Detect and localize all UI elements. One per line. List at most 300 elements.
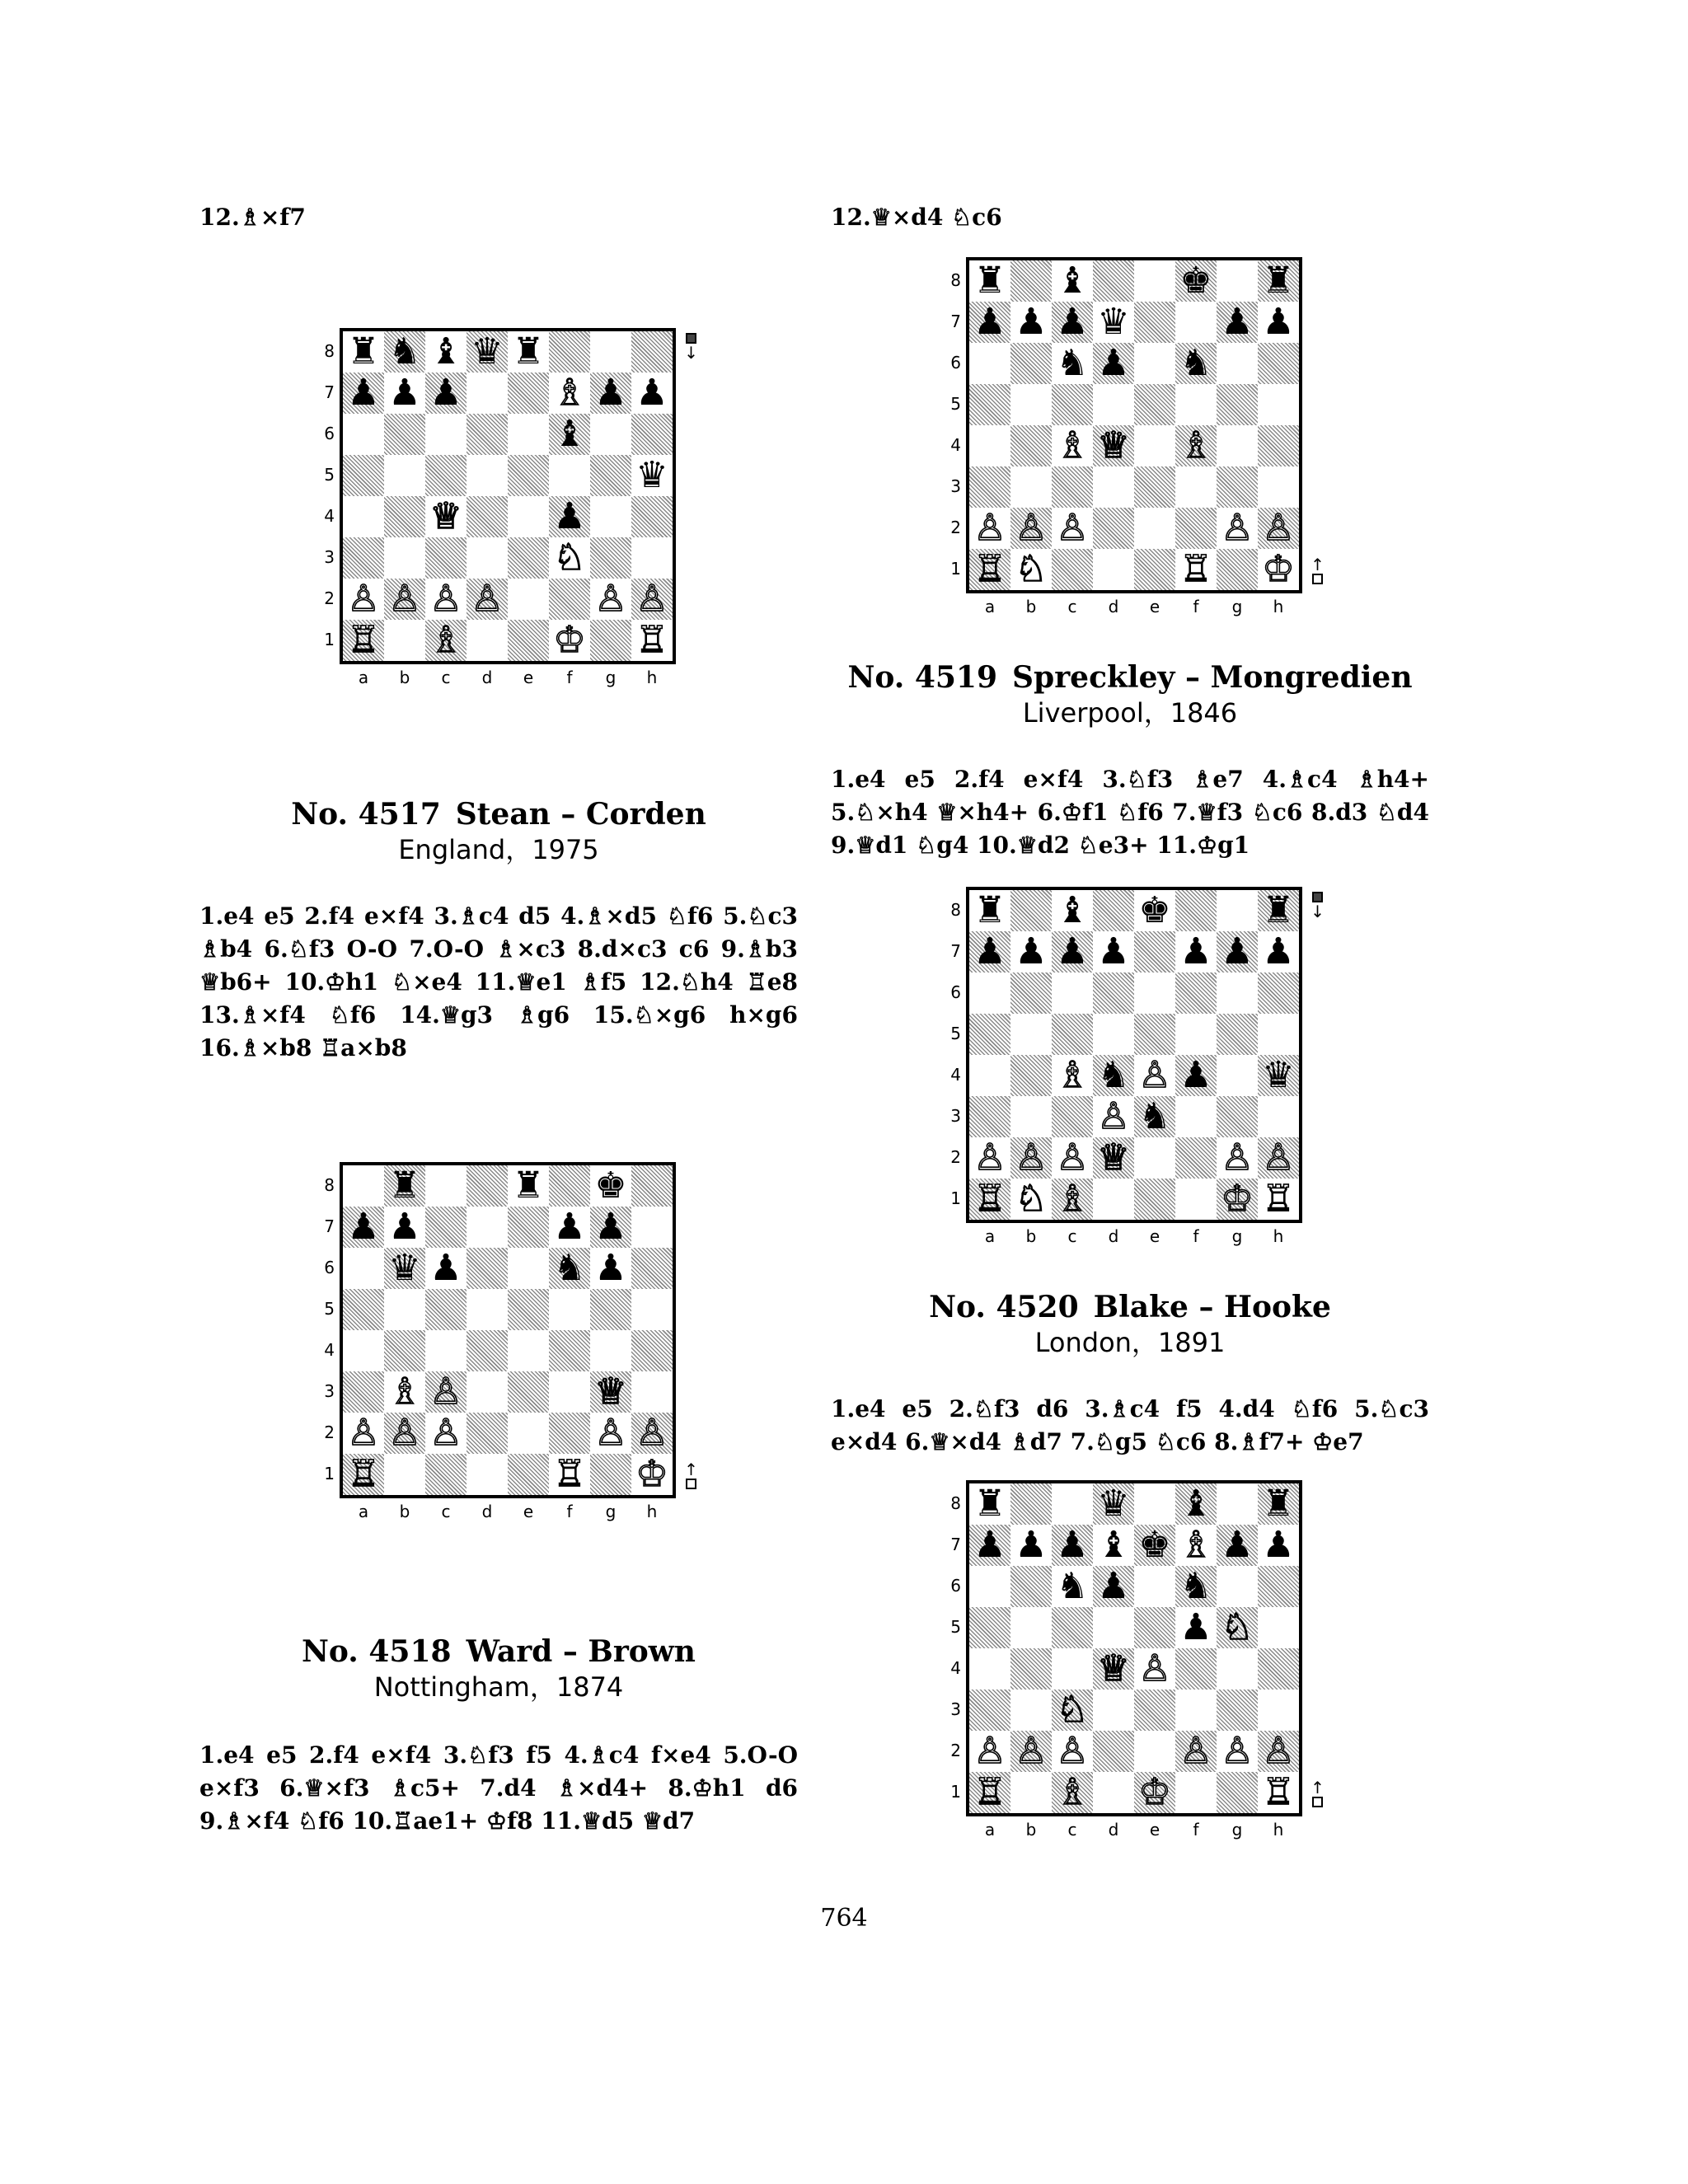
black-bishop-icon: ♝ xyxy=(553,413,586,455)
square-b3 xyxy=(384,537,425,579)
black-pawn-icon: ♟ xyxy=(1015,1524,1048,1566)
white-pawn-icon: ♙ xyxy=(1262,507,1295,549)
square-b4 xyxy=(1010,1648,1052,1690)
file-label: e xyxy=(1149,597,1160,616)
square-c4 xyxy=(1052,1055,1093,1096)
square-e3 xyxy=(508,537,549,579)
square-e1 xyxy=(508,1454,549,1495)
file-label: f xyxy=(1193,1226,1199,1246)
white-king-icon: ♔ xyxy=(553,619,586,661)
square-a7 xyxy=(969,302,1010,343)
square-f3 xyxy=(1175,1096,1217,1137)
square-g3 xyxy=(1217,1096,1258,1137)
square-e7 xyxy=(1134,931,1175,972)
square-e4 xyxy=(508,1330,549,1371)
black-queen-icon: ♛ xyxy=(1097,301,1130,343)
rank-label: 7 xyxy=(324,1216,335,1236)
game-4517-place: England，1975 xyxy=(398,834,599,865)
square-c6 xyxy=(425,1248,467,1289)
black-bishop-icon: ♝ xyxy=(1056,889,1089,931)
white-pawn-icon: ♙ xyxy=(1097,1095,1130,1137)
game-4520-title: No. 4520 Blake – Hooke xyxy=(929,1290,1331,1324)
black-rook-icon: ♜ xyxy=(388,1165,421,1207)
file-label: g xyxy=(605,668,617,687)
square-c3 xyxy=(1052,466,1093,508)
square-b4 xyxy=(1010,425,1052,466)
square-a6 xyxy=(969,1566,1010,1607)
square-a1 xyxy=(343,1454,384,1495)
square-c1 xyxy=(1052,1179,1093,1220)
black-pawn-icon: ♟ xyxy=(1179,930,1212,972)
square-d8 xyxy=(1093,1483,1134,1525)
square-d1 xyxy=(1093,1179,1134,1220)
square-d3 xyxy=(1093,1690,1134,1731)
square-a7 xyxy=(969,931,1010,972)
square-h4 xyxy=(631,496,673,537)
rank-label: 6 xyxy=(950,1576,961,1596)
square-h6 xyxy=(1258,972,1299,1014)
black-pawn-icon: ♟ xyxy=(594,1206,627,1248)
rank-label: 4 xyxy=(324,506,335,526)
square-d4 xyxy=(467,1330,508,1371)
chess-board xyxy=(966,257,1302,593)
square-g1 xyxy=(590,620,631,661)
square-a6 xyxy=(969,343,1010,384)
square-a8 xyxy=(969,890,1010,931)
square-e5 xyxy=(508,455,549,496)
white-pawn-icon: ♙ xyxy=(594,578,627,620)
square-f7 xyxy=(1175,302,1217,343)
black-pawn-icon: ♟ xyxy=(553,1206,586,1248)
white-pawn-icon: ♙ xyxy=(347,578,380,620)
white-rook-icon: ♖ xyxy=(347,1453,380,1495)
square-a5 xyxy=(343,455,384,496)
square-g1 xyxy=(590,1454,631,1495)
file-label: c xyxy=(1067,1226,1077,1246)
square-e6 xyxy=(1134,343,1175,384)
square-g3 xyxy=(1217,1690,1258,1731)
game-4520-moves: 1.e4 e5 2.♘f3 d6 3.♗c4 f5 4.d4 ♘f6 5.♘c3 e×d4 6.♕×d4 ♗d7 7.♘g5 ♘c6 8.♗f7+ ♔e7 xyxy=(831,1395,1429,1455)
square-d3 xyxy=(467,537,508,579)
square-f1 xyxy=(1175,1772,1217,1813)
black-rook-icon: ♜ xyxy=(973,889,1006,931)
black-pawn-icon: ♟ xyxy=(1097,930,1130,972)
square-e1 xyxy=(508,620,549,661)
square-g3 xyxy=(590,537,631,579)
white-rook-icon: ♖ xyxy=(1262,1771,1295,1813)
file-label: c xyxy=(1067,1820,1077,1840)
square-f2 xyxy=(549,579,590,620)
square-e6 xyxy=(1134,972,1175,1014)
square-h7 xyxy=(631,373,673,414)
square-c3 xyxy=(1052,1096,1093,1137)
square-b6 xyxy=(384,414,425,455)
turn-square-icon xyxy=(1312,574,1323,584)
square-g7 xyxy=(590,1207,631,1248)
square-h6 xyxy=(1258,1566,1299,1607)
black-pawn-icon: ♟ xyxy=(388,1206,421,1248)
black-pawn-icon: ♟ xyxy=(1179,1606,1212,1648)
square-h7 xyxy=(1258,931,1299,972)
square-g5 xyxy=(590,455,631,496)
square-b3 xyxy=(1010,466,1052,508)
square-h3 xyxy=(1258,466,1299,508)
square-e1 xyxy=(1134,549,1175,590)
black-pawn-icon: ♟ xyxy=(1221,301,1254,343)
square-e7 xyxy=(1134,1525,1175,1566)
square-d8 xyxy=(1093,260,1134,302)
white-pawn-icon: ♙ xyxy=(1015,1137,1048,1179)
white-bishop-icon: ♗ xyxy=(1056,1054,1089,1096)
file-label: a xyxy=(358,1502,369,1521)
arrow-up-icon: ↑ xyxy=(1311,1778,1325,1797)
square-c5 xyxy=(1052,1607,1093,1648)
game-4519-heading xyxy=(831,659,1429,730)
square-f5 xyxy=(1175,384,1217,425)
black-rook-icon: ♜ xyxy=(973,1483,1006,1525)
white-bishop-icon: ♗ xyxy=(1179,1524,1212,1566)
square-g5 xyxy=(1217,384,1258,425)
black-pawn-icon: ♟ xyxy=(429,372,462,414)
square-d1 xyxy=(1093,549,1134,590)
square-c8 xyxy=(1052,1483,1093,1525)
file-label: e xyxy=(1149,1820,1160,1840)
square-g7 xyxy=(1217,931,1258,972)
square-d7 xyxy=(1093,931,1134,972)
white-bishop-icon: ♗ xyxy=(429,619,462,661)
black-pawn-icon: ♟ xyxy=(1097,1565,1130,1607)
white-knight-icon: ♘ xyxy=(1056,1689,1089,1731)
square-d2 xyxy=(1093,1137,1134,1179)
square-d2 xyxy=(467,1413,508,1454)
square-e3 xyxy=(1134,466,1175,508)
file-label: a xyxy=(358,668,369,687)
file-label: h xyxy=(1273,1820,1284,1840)
square-e5 xyxy=(1134,384,1175,425)
square-h3 xyxy=(631,537,673,579)
square-e8 xyxy=(508,1165,549,1207)
square-b7 xyxy=(384,1207,425,1248)
square-c3 xyxy=(425,537,467,579)
white-pawn-icon: ♙ xyxy=(1056,507,1089,549)
square-h2 xyxy=(1258,1731,1299,1772)
square-a4 xyxy=(969,425,1010,466)
square-g3 xyxy=(1217,466,1258,508)
square-b8 xyxy=(1010,260,1052,302)
square-e5 xyxy=(508,1289,549,1330)
square-f1 xyxy=(1175,549,1217,590)
square-h5 xyxy=(1258,1014,1299,1055)
black-rook-icon: ♜ xyxy=(512,330,545,373)
square-h2 xyxy=(1258,508,1299,549)
rank-label: 8 xyxy=(324,341,335,361)
black-pawn-icon: ♟ xyxy=(1262,930,1295,972)
square-e2 xyxy=(1134,1137,1175,1179)
rank-label: 4 xyxy=(324,1340,335,1360)
square-d3 xyxy=(1093,1096,1134,1137)
square-g6 xyxy=(590,414,631,455)
square-g5 xyxy=(1217,1014,1258,1055)
rank-label: 1 xyxy=(950,1188,961,1208)
square-a4 xyxy=(969,1055,1010,1096)
square-b5 xyxy=(1010,1014,1052,1055)
black-knight-icon: ♞ xyxy=(1056,342,1089,384)
square-e2 xyxy=(1134,508,1175,549)
white-pawn-icon: ♙ xyxy=(1179,1730,1212,1772)
white-rook-icon: ♖ xyxy=(973,548,1006,590)
arrow-down-icon: ↓ xyxy=(684,343,698,363)
rank-label: 2 xyxy=(950,518,961,537)
rank-label: 1 xyxy=(950,559,961,579)
square-d5 xyxy=(1093,384,1134,425)
square-e4 xyxy=(1134,425,1175,466)
square-c6 xyxy=(1052,1566,1093,1607)
file-label: g xyxy=(1231,597,1243,616)
square-f8 xyxy=(1175,260,1217,302)
right-top-move: 12.♕×d4 ♘c6 xyxy=(831,204,1002,231)
file-label: g xyxy=(1231,1226,1243,1246)
rank-label: 8 xyxy=(950,270,961,290)
square-d4 xyxy=(467,496,508,537)
square-d7 xyxy=(467,1207,508,1248)
white-pawn-icon: ♙ xyxy=(1221,1137,1254,1179)
square-b8 xyxy=(384,331,425,373)
black-knight-icon: ♞ xyxy=(1179,1565,1212,1607)
square-e4 xyxy=(1134,1055,1175,1096)
white-pawn-icon: ♙ xyxy=(1138,1647,1171,1690)
square-c5 xyxy=(1052,1014,1093,1055)
file-label: d xyxy=(481,1502,493,1521)
square-e2 xyxy=(508,579,549,620)
rank-label: 8 xyxy=(324,1175,335,1195)
square-f4 xyxy=(1175,425,1217,466)
white-pawn-icon: ♙ xyxy=(429,578,462,620)
square-h4 xyxy=(1258,425,1299,466)
black-pawn-icon: ♟ xyxy=(1221,930,1254,972)
square-f8 xyxy=(1175,1483,1217,1525)
white-pawn-icon: ♙ xyxy=(635,578,668,620)
square-c4 xyxy=(425,1330,467,1371)
black-bishop-icon: ♝ xyxy=(1056,260,1089,302)
white-bishop-icon: ♗ xyxy=(388,1371,421,1413)
square-c6 xyxy=(1052,343,1093,384)
square-g2 xyxy=(1217,1137,1258,1179)
black-knight-icon: ♞ xyxy=(1097,1054,1130,1096)
square-f3 xyxy=(1175,1690,1217,1731)
game-4519-moves: 1.e4 e5 2.f4 e×f4 3.♘f3 ♗e7 4.♗c4 ♗h4+ 5.♘×h4 ♕×h4+ 6.♔f1 ♘f6 7.♕f3 ♘c6 8.d3 ♘d4 9.♕d1 ♘g4 10.♕d2 ♘e3+ 11.♔g1 xyxy=(831,766,1429,859)
square-a5 xyxy=(969,384,1010,425)
square-f7 xyxy=(1175,1525,1217,1566)
square-h8 xyxy=(1258,260,1299,302)
rank-label: 6 xyxy=(324,1258,335,1277)
rank-label: 5 xyxy=(950,1024,961,1043)
white-rook-icon: ♖ xyxy=(1262,1178,1295,1220)
square-h1 xyxy=(1258,1179,1299,1220)
square-d6 xyxy=(1093,1566,1134,1607)
white-bishop-icon: ♗ xyxy=(1056,1178,1089,1220)
square-a8 xyxy=(343,331,384,373)
black-pawn-icon: ♟ xyxy=(347,372,380,414)
black-pawn-icon: ♟ xyxy=(553,495,586,537)
square-h8 xyxy=(631,1165,673,1207)
black-pawn-icon: ♟ xyxy=(1015,301,1048,343)
game-4518-moves: 1.e4 e5 2.f4 e×f4 3.♘f3 f5 4.♗c4 f×e4 5.O-O e×f3 6.♕×f3 ♗c5+ 7.d4 ♗×d4+ 8.♔h1 d6 9.♗×f4 ♘f6 10.♖ae1+ ♔f8 11.♕d5 ♕d7 xyxy=(199,1741,798,1835)
square-g2 xyxy=(590,579,631,620)
square-c1 xyxy=(425,1454,467,1495)
square-g4 xyxy=(1217,1055,1258,1096)
black-king-icon: ♚ xyxy=(594,1165,627,1207)
file-label: e xyxy=(523,668,534,687)
square-a6 xyxy=(969,972,1010,1014)
black-knight-icon: ♞ xyxy=(1056,1565,1089,1607)
square-h1 xyxy=(631,1454,673,1495)
file-label: e xyxy=(523,1502,534,1521)
black-to-move-indicator xyxy=(1311,892,1327,921)
square-g6 xyxy=(1217,972,1258,1014)
square-b3 xyxy=(1010,1096,1052,1137)
rank-label: 5 xyxy=(324,465,335,485)
game-4518-title: No. 4518 Ward – Brown xyxy=(302,1634,696,1669)
file-label: g xyxy=(605,1502,617,1521)
square-f6 xyxy=(549,1248,590,1289)
square-b7 xyxy=(1010,931,1052,972)
white-pawn-icon: ♙ xyxy=(1056,1730,1089,1772)
square-f7 xyxy=(549,1207,590,1248)
square-h3 xyxy=(1258,1096,1299,1137)
square-d5 xyxy=(1093,1607,1134,1648)
chess-board xyxy=(340,1162,676,1498)
square-e2 xyxy=(508,1413,549,1454)
square-e4 xyxy=(508,496,549,537)
square-d6 xyxy=(467,1248,508,1289)
square-a3 xyxy=(969,1690,1010,1731)
square-g1 xyxy=(1217,1772,1258,1813)
square-b2 xyxy=(1010,508,1052,549)
rank-label: 3 xyxy=(950,476,961,496)
square-d3 xyxy=(1093,466,1134,508)
black-bishop-icon: ♝ xyxy=(429,330,462,373)
black-queen-icon: ♛ xyxy=(471,330,504,373)
black-pawn-icon: ♟ xyxy=(1179,1054,1212,1096)
square-h8 xyxy=(1258,1483,1299,1525)
black-knight-icon: ♞ xyxy=(1179,342,1212,384)
square-e6 xyxy=(508,1248,549,1289)
square-a7 xyxy=(343,1207,384,1248)
turn-square-icon xyxy=(686,1479,696,1489)
white-pawn-icon: ♙ xyxy=(1221,1730,1254,1772)
white-pawn-icon: ♙ xyxy=(347,1412,380,1454)
square-a8 xyxy=(969,260,1010,302)
file-label: d xyxy=(1108,1226,1119,1246)
white-rook-icon: ♖ xyxy=(973,1771,1006,1813)
square-g1 xyxy=(1217,549,1258,590)
square-a4 xyxy=(343,496,384,537)
square-c4 xyxy=(425,496,467,537)
square-c2 xyxy=(1052,1731,1093,1772)
square-e8 xyxy=(1134,260,1175,302)
white-to-move-indicator xyxy=(1311,555,1327,584)
white-pawn-icon: ♙ xyxy=(973,1730,1006,1772)
black-king-icon: ♚ xyxy=(1179,260,1212,302)
square-e8 xyxy=(1134,890,1175,931)
square-h5 xyxy=(631,455,673,496)
square-b5 xyxy=(1010,384,1052,425)
square-f4 xyxy=(1175,1648,1217,1690)
rank-label: 3 xyxy=(324,547,335,567)
square-f5 xyxy=(1175,1607,1217,1648)
square-f7 xyxy=(549,373,590,414)
chess-board xyxy=(966,1480,1302,1816)
square-f5 xyxy=(1175,1014,1217,1055)
square-e6 xyxy=(1134,1566,1175,1607)
white-pawn-icon: ♙ xyxy=(471,578,504,620)
square-c8 xyxy=(425,331,467,373)
game-4520-place: London，1891 xyxy=(1034,1327,1226,1358)
square-c8 xyxy=(1052,260,1093,302)
white-bishop-icon: ♗ xyxy=(1056,424,1089,466)
white-queen-icon: ♕ xyxy=(1097,424,1130,466)
square-e7 xyxy=(1134,302,1175,343)
file-label: h xyxy=(1273,597,1284,616)
white-bishop-icon: ♗ xyxy=(1056,1771,1089,1813)
square-d6 xyxy=(1093,343,1134,384)
white-pawn-icon: ♙ xyxy=(1056,1137,1089,1179)
square-f6 xyxy=(1175,1566,1217,1607)
square-d3 xyxy=(467,1371,508,1413)
square-b1 xyxy=(1010,549,1052,590)
square-b1 xyxy=(384,620,425,661)
rank-label: 1 xyxy=(324,1464,335,1483)
white-pawn-icon: ♙ xyxy=(1138,1054,1171,1096)
square-e7 xyxy=(508,1207,549,1248)
white-queen-icon: ♕ xyxy=(594,1371,627,1413)
black-knight-icon: ♞ xyxy=(553,1247,586,1289)
black-queen-icon: ♛ xyxy=(1262,1054,1295,1096)
black-pawn-icon: ♟ xyxy=(347,1206,380,1248)
file-label: f xyxy=(566,1502,573,1521)
square-c5 xyxy=(425,1289,467,1330)
black-pawn-icon: ♟ xyxy=(429,1247,462,1289)
square-h4 xyxy=(631,1330,673,1371)
square-a6 xyxy=(343,414,384,455)
square-e5 xyxy=(1134,1607,1175,1648)
square-g6 xyxy=(1217,343,1258,384)
square-f5 xyxy=(549,455,590,496)
square-b5 xyxy=(1010,1607,1052,1648)
rank-label: 3 xyxy=(950,1106,961,1126)
square-c5 xyxy=(1052,384,1093,425)
square-g8 xyxy=(1217,260,1258,302)
black-knight-icon: ♞ xyxy=(388,330,421,373)
square-e2 xyxy=(1134,1731,1175,1772)
white-rook-icon: ♖ xyxy=(973,1178,1006,1220)
rank-label: 1 xyxy=(950,1782,961,1802)
square-e8 xyxy=(508,331,549,373)
square-f1 xyxy=(549,620,590,661)
square-d6 xyxy=(1093,972,1134,1014)
black-queen-icon: ♛ xyxy=(635,454,668,496)
square-d7 xyxy=(467,373,508,414)
white-rook-icon: ♖ xyxy=(635,619,668,661)
square-c6 xyxy=(425,414,467,455)
white-pawn-icon: ♙ xyxy=(973,507,1006,549)
square-g7 xyxy=(1217,302,1258,343)
square-c2 xyxy=(1052,508,1093,549)
white-pawn-icon: ♙ xyxy=(1262,1730,1295,1772)
file-label: b xyxy=(1025,1226,1037,1246)
square-h1 xyxy=(1258,549,1299,590)
square-b8 xyxy=(384,1165,425,1207)
